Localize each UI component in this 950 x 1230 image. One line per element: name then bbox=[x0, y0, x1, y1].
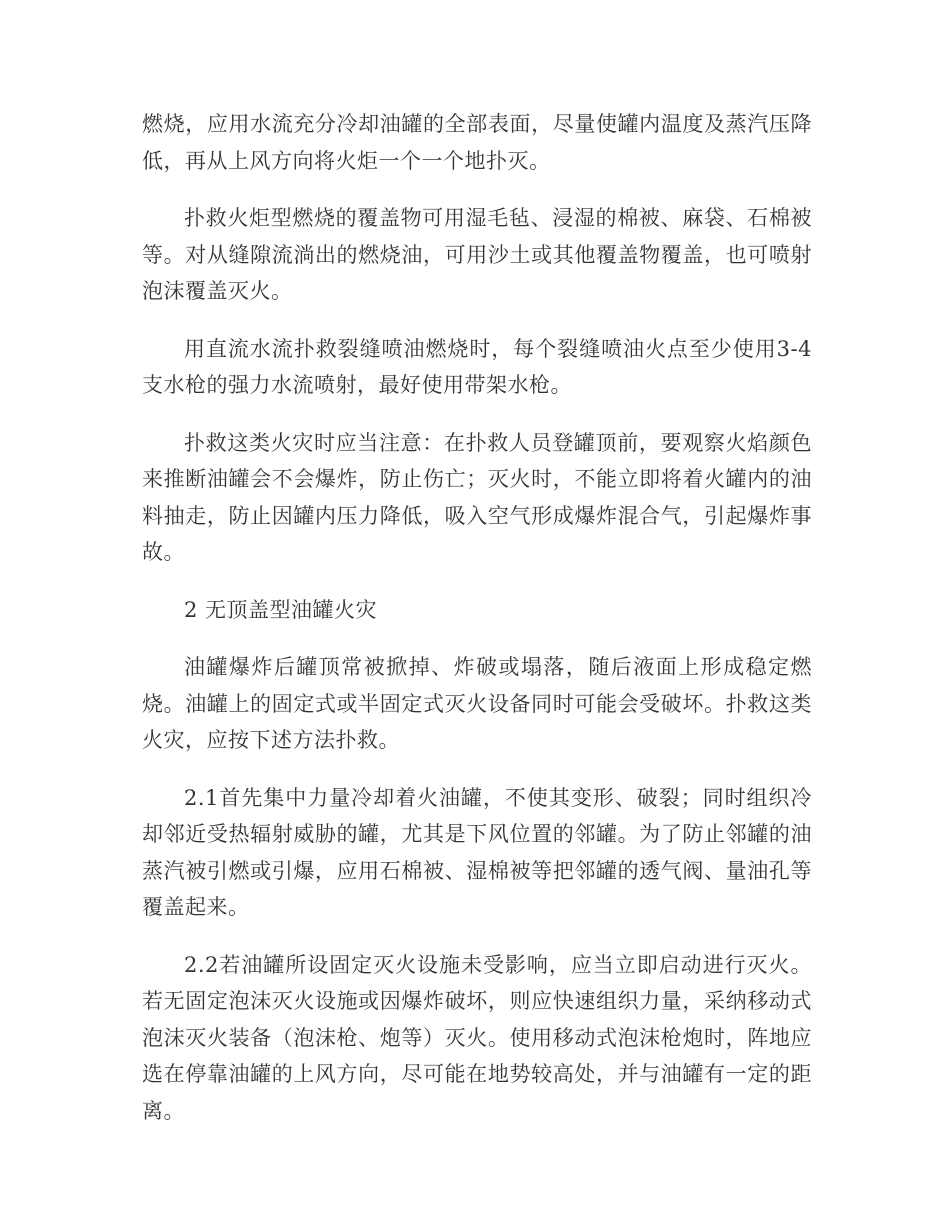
paragraph-roofless-tank: 油罐爆炸后罐顶常被掀掉、炸破或塌落，随后液面上形成稳定燃烧。油罐上的固定式或半固定式灭火设备同时可能会受破坏。扑救这类火灾，应按下述方法扑救。 bbox=[142, 655, 812, 752]
paragraph-2-2: 2.2若油罐所设固定灭火设施未受影响，应当立即启动进行灭火。若无固定泡沫灭火设施或因爆炸破坏，则应快速组织力量，采纳移动式泡沫灭火装备（泡沫枪、炮等）灭火。使用移动式泡沫枪炮时，阵地应选在停靠油罐的上风方向，尽可能在地势较高处，并与油罐有一定的距离。 bbox=[142, 952, 812, 1123]
paragraph-2-1: 2.1首先集中力量冷却着火油罐，不使其变形、破裂；同时组织冷却邻近受热辐射威胁的罐，尤其是下风位置的邻罐。为了防止邻罐的油蒸汽被引燃或引爆，应用石棉被、湿棉被等把邻罐的透气阀、量油孔等覆盖起来。 bbox=[142, 785, 812, 919]
section-heading: 2 无顶盖型油罐火灾 bbox=[184, 597, 378, 622]
paragraph-continued: 燃烧，应用水流充分冷却油罐的全部表面，尽量使罐内温度及蒸汽压降低，再从上风方向将火炬一个一个地扑灭。 bbox=[142, 112, 812, 173]
paragraph-precautions: 扑救这类火灾时应当注意：在扑救人员登罐顶前，要观察火焰颜色来推断油罐会不会爆炸，防止伤亡；灭火时，不能立即将着火罐内的油料抽走，防止因罐内压力降低，吸入空气形成爆炸混合气，引起爆炸事故。 bbox=[142, 430, 812, 564]
paragraph-crack-spray-fire: 用直流水流扑救裂缝喷油燃烧时，每个裂缝喷油火点至少使用3-4支水枪的强力水流喷射，最好使用带架水枪。 bbox=[142, 336, 812, 397]
paragraph-covering-materials: 扑救火炬型燃烧的覆盖物可用湿毛毡、浸湿的棉被、麻袋、石棉被等。对从缝隙流淌出的燃烧油，可用沙土或其他覆盖物覆盖，也可喷射泡沫覆盖灭火。 bbox=[142, 206, 812, 303]
document-body bbox=[142, 106, 812, 1150]
